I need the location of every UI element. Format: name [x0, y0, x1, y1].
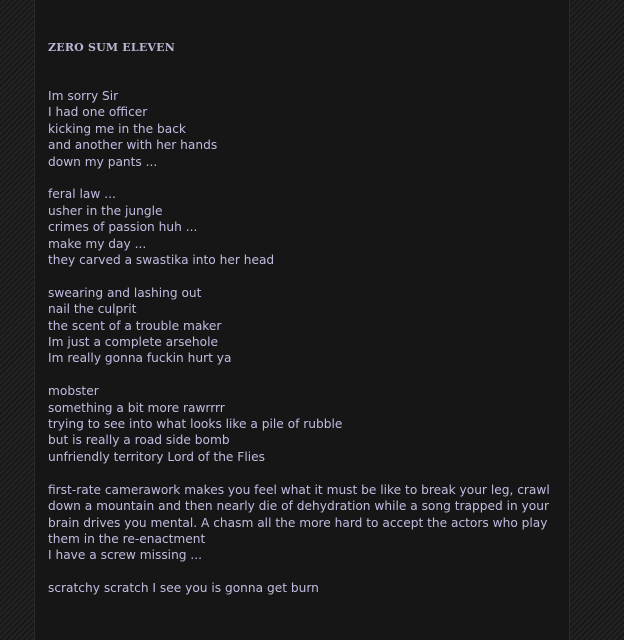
poem-paragraph: first-rate camerawork makes you feel what it must be like to break your leg, crawl down a mountain and then nearly die of dehydration while a song trapped in your brain drives you mental. A chasm all the more hard to accept the actors who play them in the re-enactment: [48, 482, 550, 546]
poem-line: Im sorry Sir: [48, 89, 119, 103]
poem-line: but is really a road side bomb: [48, 433, 230, 448]
poem-line: Im just a complete arsehole: [48, 335, 218, 350]
poem-line: trying to see into what looks like a pile of rubble: [48, 417, 343, 432]
poem-line: nail the culprit: [48, 302, 137, 317]
post-title: ZERO SUM ELEVEN: [48, 41, 175, 54]
poem-line: something a bit more rawrrrr: [48, 400, 225, 415]
poem-line: make my day ...: [48, 236, 147, 251]
poem-line: feral law ...: [48, 187, 116, 202]
post-body: [48, 88, 563, 613]
poem-line: swearing and lashing out: [48, 285, 202, 300]
stanza-2: [48, 186, 563, 268]
stanza-3: [48, 285, 563, 367]
poem-line: Im really gonna fuckin hurt ya: [48, 351, 232, 366]
poem-line: I had one officer: [48, 105, 148, 120]
poem-line: crimes of passion huh ...: [48, 220, 198, 235]
poem-line: they carved a swastika into her head: [48, 253, 275, 268]
stanza-5: [48, 482, 563, 564]
poem-line: I have a screw missing ...: [48, 548, 203, 563]
poem-line: and another with her hands: [48, 138, 218, 153]
poem-line: mobster: [48, 384, 99, 399]
stanza-4: [48, 383, 563, 465]
poem-line: usher in the jungle: [48, 203, 163, 218]
post-panel: [34, 0, 570, 640]
stanza-1: [48, 88, 563, 170]
poem-line: the scent of a trouble maker: [48, 318, 222, 333]
poem-line: unfriendly territory Lord of the Flies: [48, 449, 265, 464]
stanza-6: [48, 580, 563, 596]
poem-line: scratchy scratch I see you is gonna get burn: [48, 581, 319, 596]
poem-line: kicking me in the back: [48, 121, 186, 136]
poem-line: down my pants ...: [48, 154, 158, 169]
